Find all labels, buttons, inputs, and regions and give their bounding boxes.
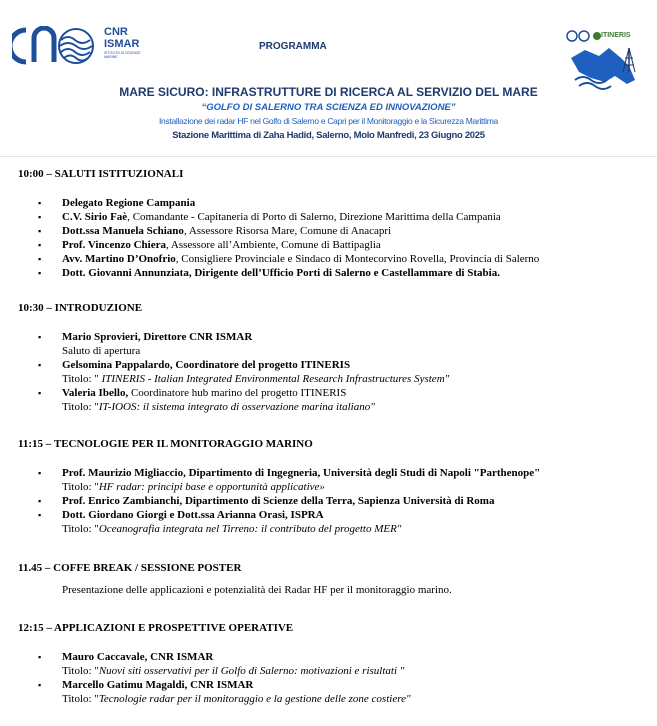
section-list <box>38 466 540 536</box>
venue-date-line: Stazione Marittima di Zaha Hadid, Salerno, Molo Manfredi, 23 Giugno 2025 <box>172 130 485 141</box>
programma-label: PROGRAMMA <box>259 41 327 52</box>
list-item: ▪ Prof. Enrico Zambianchi, Dipartimento di Scienze della Terra, Sapienza Università di Roma <box>38 494 540 508</box>
list-item: ▪ Marcello Gatimu Magaldi, CNR ISMAR Titolo: "Tecnologie radar per il monitoraggio e la gestione delle zone costiere" <box>38 678 411 706</box>
org-subtitle: ISTITUTO DI SCIENZE MARINE <box>104 51 141 59</box>
section-list <box>38 196 539 280</box>
list-item: ▪ Prof. Maurizio Migliaccio, Dipartimento di Ingegneria, Università degli Studi di Napoli "Parthenope" Titolo: "HF radar: principi base e opportunità applicative» <box>38 466 540 494</box>
list-item: ▪ Dott.ssa Manuela Schiano, Assessore Risorsa Mare, Comune di Anacapri <box>38 224 539 238</box>
list-item: ▪ Prof. Vincenzo Chiera, Assessore all’Ambiente, Comune di Battipaglia <box>38 238 539 252</box>
list-item: ▪ Valeria Ibello, Coordinatore hub marino del progetto ITINERIS Titolo: "IT-IOOS: il sistema integrato di osservazione marina italiano" <box>38 386 449 414</box>
section-list <box>38 330 449 414</box>
cnr-logo-icon <box>12 26 100 66</box>
list-item: ▪ Delegato Regione Campania <box>38 196 539 210</box>
section-heading: 12:15 – APPLICAZIONI E PROSPETTIVE OPERATIVE <box>18 622 294 634</box>
list-item: ▪ C.V. Sirio Faè, Comandante - Capitaneria di Porto di Salerno, Direzione Marittima della Campania <box>38 210 539 224</box>
section-heading: 11.45 – COFFE BREAK / SESSIONE POSTER <box>18 562 242 574</box>
main-title: MARE SICURO: INFRASTRUTTURE DI RICERCA AL SERVIZIO DEL MARE <box>119 85 538 99</box>
section-heading: 10:00 – SALUTI ISTITUZIONALI <box>18 168 184 180</box>
cnr-ismar-logo <box>12 26 142 66</box>
subtitle: “GOLFO DI SALERNO TRA SCIENZA ED INNOVAZIONE” <box>201 102 456 113</box>
list-item: ▪ Mario Sprovieri, Direttore CNR ISMAR Saluto di apertura <box>38 330 449 358</box>
list-item: ▪ Avv. Martino D’Onofrio, Consigliere Provinciale e Sindaco di Montecorvino Rovella, Provincia di Salerno <box>38 252 539 266</box>
section-heading: 10:30 – INTRODUZIONE <box>18 302 143 314</box>
section-list <box>38 650 411 706</box>
divider <box>0 156 657 157</box>
org-name: CNR ISMAR <box>104 26 140 50</box>
itineris-label: ITINERIS <box>601 32 631 39</box>
list-item: ▪ Dott. Giovanni Annunziata, Dirigente dell’Ufficio Porti di Salerno e Castellammare di Stabia. <box>38 266 539 280</box>
installation-line: Installazione dei radar HF nel Golfo di Salerno e Capri per il Monitoraggio e la Sicurezza Marittima <box>159 116 498 126</box>
coffee-break-description: Presentazione delle applicazioni e potenzialità dei Radar HF per il monitoraggio marino. <box>62 584 452 596</box>
section-heading: 11:15 – TECNOLOGIE PER IL MONITORAGGIO MARINO <box>18 438 313 450</box>
list-item: ▪ Gelsomina Pappalardo, Coordinatore del progetto ITINERIS Titolo: " ITINERIS - Italian Integrated Environmental Research Infrastructures System" <box>38 358 449 386</box>
list-item: ▪ Dott. Giordano Giorgi e Dott.ssa Arianna Orasi, ISPRA Titolo: "Oceanografia integrata nel Tirreno: il contributo del progetto MER" <box>38 508 540 536</box>
list-item: ▪ Mauro Caccavale, CNR ISMAR Titolo: "Nuovi siti osservativi per il Golfo di Salerno: motivazioni e risultati " <box>38 650 411 678</box>
